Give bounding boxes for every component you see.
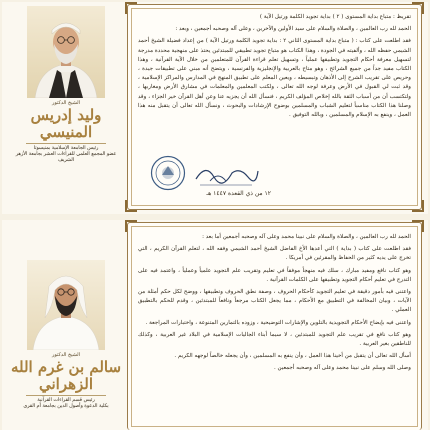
- frame-ornament: [412, 220, 424, 232]
- author-title-line: عضو المجمع العلمي للقراءات العشر بجامعة الأزهر الشريف: [15, 151, 117, 163]
- letter-paragraph: وصلى الله وسلم على نبينا محمد وعلى آله وصحبه أجمعين .: [273, 365, 411, 372]
- letter-paragraph: واعتنى فيه بإيضاح الأحكام التجويدية بالتلوين والإشارات التوضيحية ، وزوده بالتمارين المتنوعة ، واختبارات المراجعة .: [145, 319, 411, 326]
- university-seal-icon: [150, 155, 186, 191]
- letter-heading: الحمد لله رب العالمين ، والصلاة والسلام على نبينا محمد وعلى آله وصحبه أجمعين أما بعد :: [202, 234, 411, 240]
- letter-frame-bottom: [127, 222, 422, 430]
- frame-ornament: [125, 2, 137, 14]
- endorsement-text: [138, 233, 411, 377]
- frame-ornament: [125, 200, 137, 212]
- endorsement-text: [138, 13, 411, 123]
- frame-ornament: [412, 2, 424, 14]
- letter-paragraph: فقد اطلعت على كتاب ( بداية ) التي أعدها الأخ الفاضل الشيخ أحمد الشيمي وفقه الله ، لتعلم القرآن الكريم ، التي تخرج على يديه كثير من الحفاظ والمقرئين في أمريكا .: [138, 246, 411, 262]
- letter-paragraph: فقد اطلعت على كتاب : ( متباع بداية المستوى الثاني ٢ : بداية تجويد الكلمة ورتيل الآية ) من إعداد فضيلة الشيخ أحمد الشيمي حفظه الله ، وألفيته في الجودة ، وهذا الكتاب هو متباع تجويد تطبيقي للمبتدئين يحتذ على منهجية محددة مدرجة لتسهيل معرفة أحكام التجويد وتطبيقها عملياً ، وتسهيل تعلم قراءة القرآن للمتعلمين من خلال الآية القرآنية ، وهذا الكتاب مفيد جداً من جميع الشرائح ، وهو متاح بالعربية والإنجليزية والفرنسية ، ويتضح أنه مبني على تطبيقات جيدة ، وحريص على تقريب الشرح إلى الأذهان وتبسيطه ، ويعين المعلم على تطبيق المنهج في المدارس والمراكز الإسلامية ، وقد ثبت لي القبول في الأرض وعرفة لوجه الله تعالى ، ولكتب المعلمين والمعلمات في مشارق الأرض ومغاربها ، ولتكتسب أن من أسباب الثقة بالله إخلاص المؤلف الكريم ، فنسأل الله أن يجزيه عنا وعن أهل القرآن خير الجزاء ، وقد وصلنا هذا الكتاب مناسباً لتعليم الشباب والمسلمين بوضوح الإرشادات والبحوث ، ونسأل الله تعالى أن يتقبل منه هذا العمل ، وينفع به الإسلام والمسلمين ، وبالله التوفيق .: [138, 38, 411, 119]
- endorsement-card-top: [2, 2, 428, 214]
- author-role: الشيخ الدكتور: [51, 100, 81, 106]
- author-title-line: بكلية الدعوة وأصول الدين بجامعة أم القرى: [23, 403, 109, 409]
- frame-ornament: [412, 200, 424, 212]
- author-title-line: رئيس قسم القراءات القرآنية: [37, 397, 95, 403]
- author-name: وليد إدريس المنيسي: [30, 106, 102, 141]
- divider: [26, 395, 106, 396]
- endorsement-card-bottom: [2, 220, 428, 430]
- letter-heading: تقريظ : متباع بداية المستوى ( ٢ ) بداية تجويد الكلمة ورتيل الآية ): [259, 14, 411, 20]
- letter-frame-top: [127, 4, 422, 210]
- portrait-photo: [27, 6, 105, 98]
- author-role: الشيخ الدكتور: [51, 352, 81, 358]
- letter-paragraph: أسأل الله تعالى أن يتقبل من أخينا هذا العمل ، وأن ينفع به المسلمين ، وأن يجعله خالصاً لوجهه الكريم .: [174, 353, 411, 360]
- frame-ornament: [125, 220, 137, 232]
- letter-paragraph: الحمد لله رب العالمين ، والصلاة والسلام على سيد الأولين والآخرين ، وعلى آله وصحبه أجمعين ، وبعد :: [175, 26, 411, 33]
- divider: [26, 143, 106, 144]
- author-name: سالم بن غرم الله الزهراني: [10, 358, 122, 393]
- portrait-photo: [27, 260, 105, 350]
- letter-date: ١٢ من ذي القعدة ١٤٤٧ هـ: [206, 190, 271, 197]
- signature-stamp-icon: [192, 159, 260, 189]
- author-panel-top: [10, 6, 122, 164]
- letter-paragraph: وهو كتاب نافع ومفيد مبارك ، سلك فيه منهجاً موفقاً في تعليم وتقريب علم التجويد علمياً وعملياً ، واعتمد فيه على التدرج في تعليم أحكام التجويد وتطبيقها على الكلمات القرآنية .: [138, 267, 411, 283]
- letter-paragraph: وهو كتاب نافع في تقريب علم التجويد للمبتدئين ، لا سيما أبناء الجاليات الإسلامية في البلاد غير العربية ، وكذلك للناطقين بغير العربية .: [138, 331, 411, 348]
- letter-paragraph: واعتنى فيه بأمور دقيقة في تعليم التجويد كأحكام الحروف ، وصفة نطق الحروف وتطبيقها ، ووضح لكل حكم أمثلة من الآيات ، وبيان المخالفة في التطبيق مع الأحكام ، مما يجعل الكتاب مرجعاً ونافعاً للمبتدئين ، وقدم للحكم بالتطبيق العملي .: [138, 289, 411, 314]
- author-panel-bottom: [10, 260, 122, 410]
- author-title-line: رئيس الجامعة الإسلامية بمنيسوتا: [33, 145, 99, 151]
